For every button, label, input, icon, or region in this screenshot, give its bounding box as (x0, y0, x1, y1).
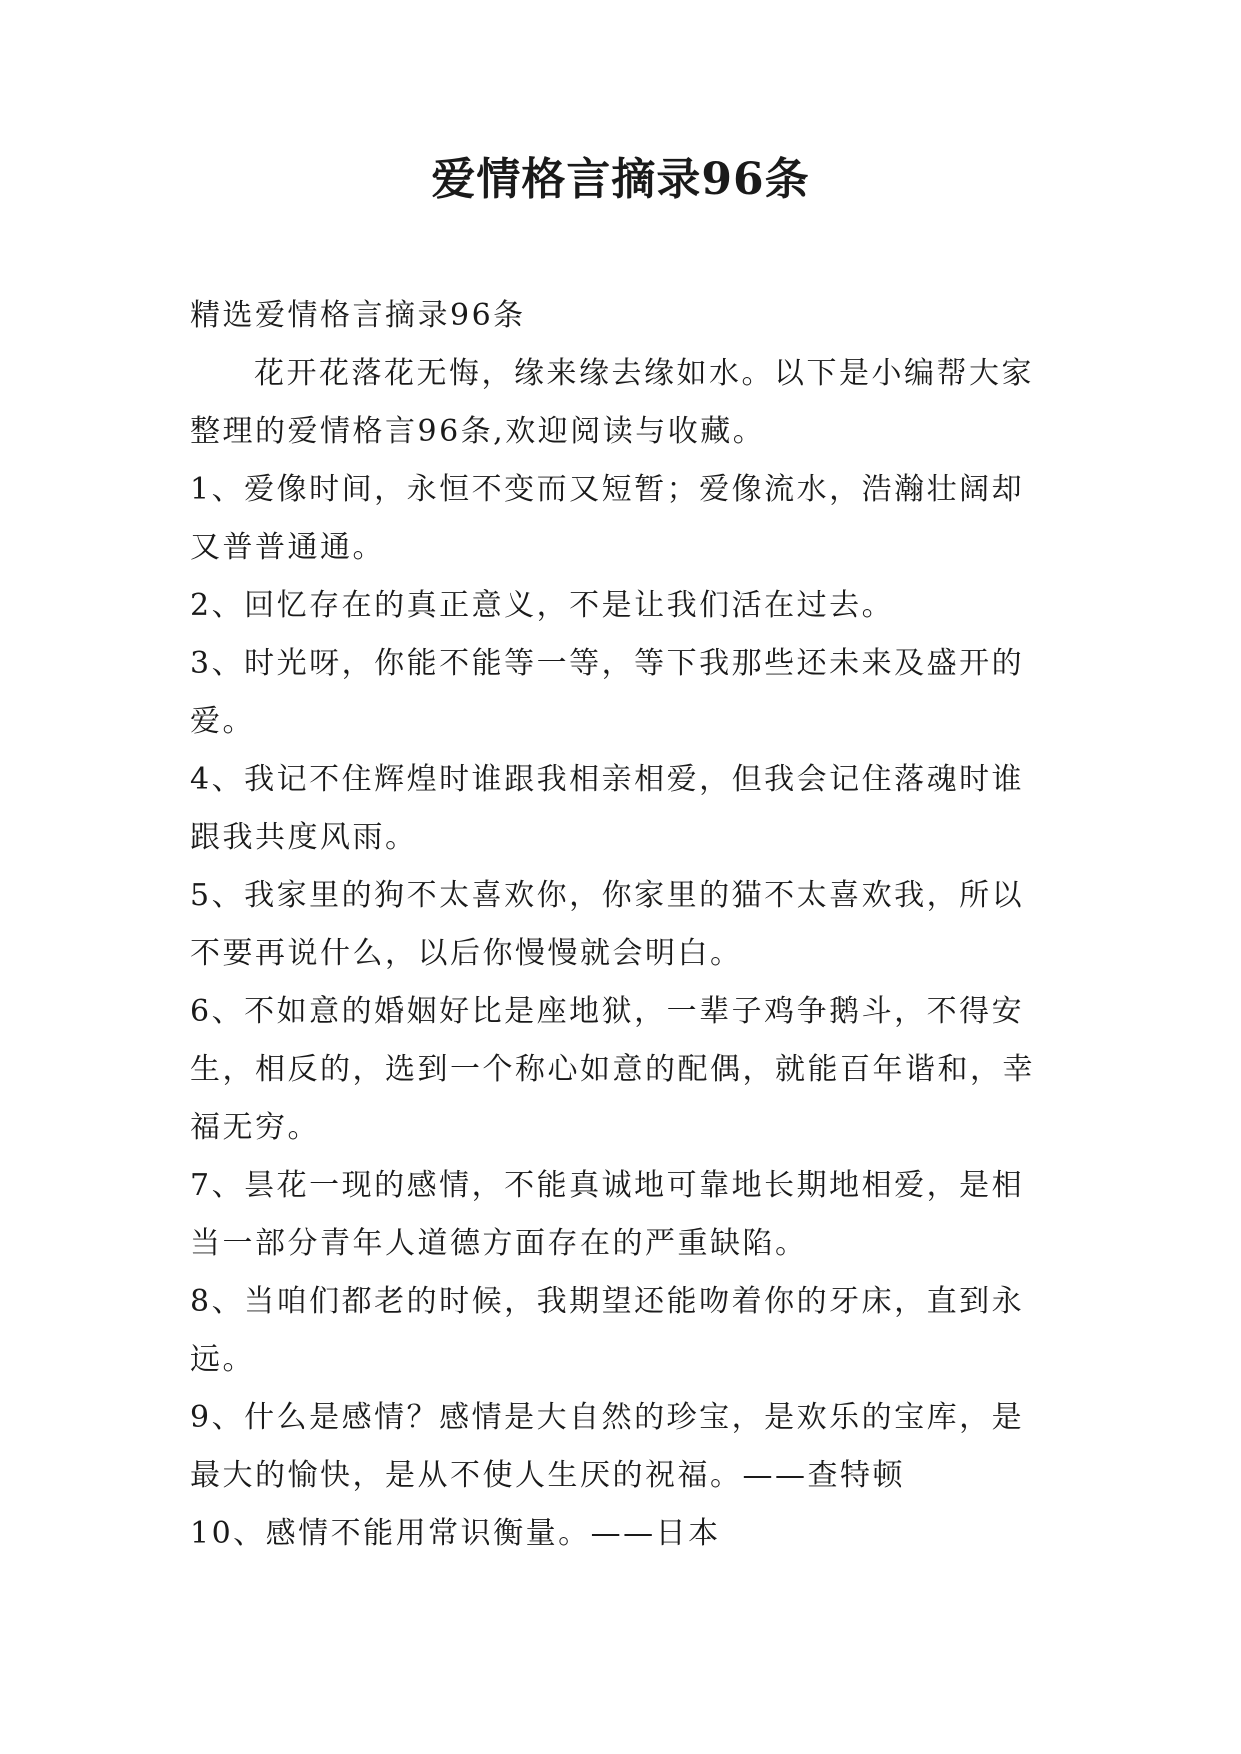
quote-item-4: 4、我记不住辉煌时谁跟我相亲相爱，但我会记住落魂时谁跟我共度风雨。 (190, 762, 1025, 855)
quote-item-7: 7、昙花一现的感情，不能真诚地可靠地长期地相爱，是相当一部分青年人道德方面存在的严重缺陷。 (190, 1168, 1025, 1261)
quote-item-6: 6、不如意的婚姻好比是座地狱，一辈子鸡争鹅斗，不得安生，相反的，选到一个称心如意的配偶，就能百年谐和，幸福无穷。 (190, 994, 1035, 1145)
quote-item-10: 10、感情不能用常识衡量。——日本 (190, 1516, 721, 1551)
quote-item-9: 9、什么是感情？感情是大自然的珍宝，是欢乐的宝库，是最大的愉快，是从不使人生厌的祝福。——查特顿 (190, 1400, 1025, 1493)
subtitle: 精选爱情格言摘录96条 (190, 298, 526, 333)
quote-item-2: 2、回忆存在的真正意义，不是让我们活在过去。 (190, 588, 895, 623)
intro-paragraph: 花开花落花无悔，缘来缘去缘如水。以下是小编帮大家整理的爱情格言96条,欢迎阅读与收藏。 (190, 356, 1034, 449)
quote-item-3: 3、时光呀，你能不能等一等，等下我那些还未来及盛开的爱。 (190, 646, 1025, 739)
quote-item-1: 1、爱像时间，永恒不变而又短暂；爱像流水，浩瀚壮阔却又普普通通。 (190, 472, 1025, 565)
document-title: 爱情格言摘录96条 (431, 154, 810, 205)
quote-item-8: 8、当咱们都老的时候，我期望还能吻着你的牙床，直到永远。 (190, 1284, 1025, 1377)
quote-item-5: 5、我家里的狗不太喜欢你，你家里的猫不太喜欢我，所以不要再说什么，以后你慢慢就会明白。 (190, 878, 1025, 971)
document-body (190, 287, 1050, 1563)
